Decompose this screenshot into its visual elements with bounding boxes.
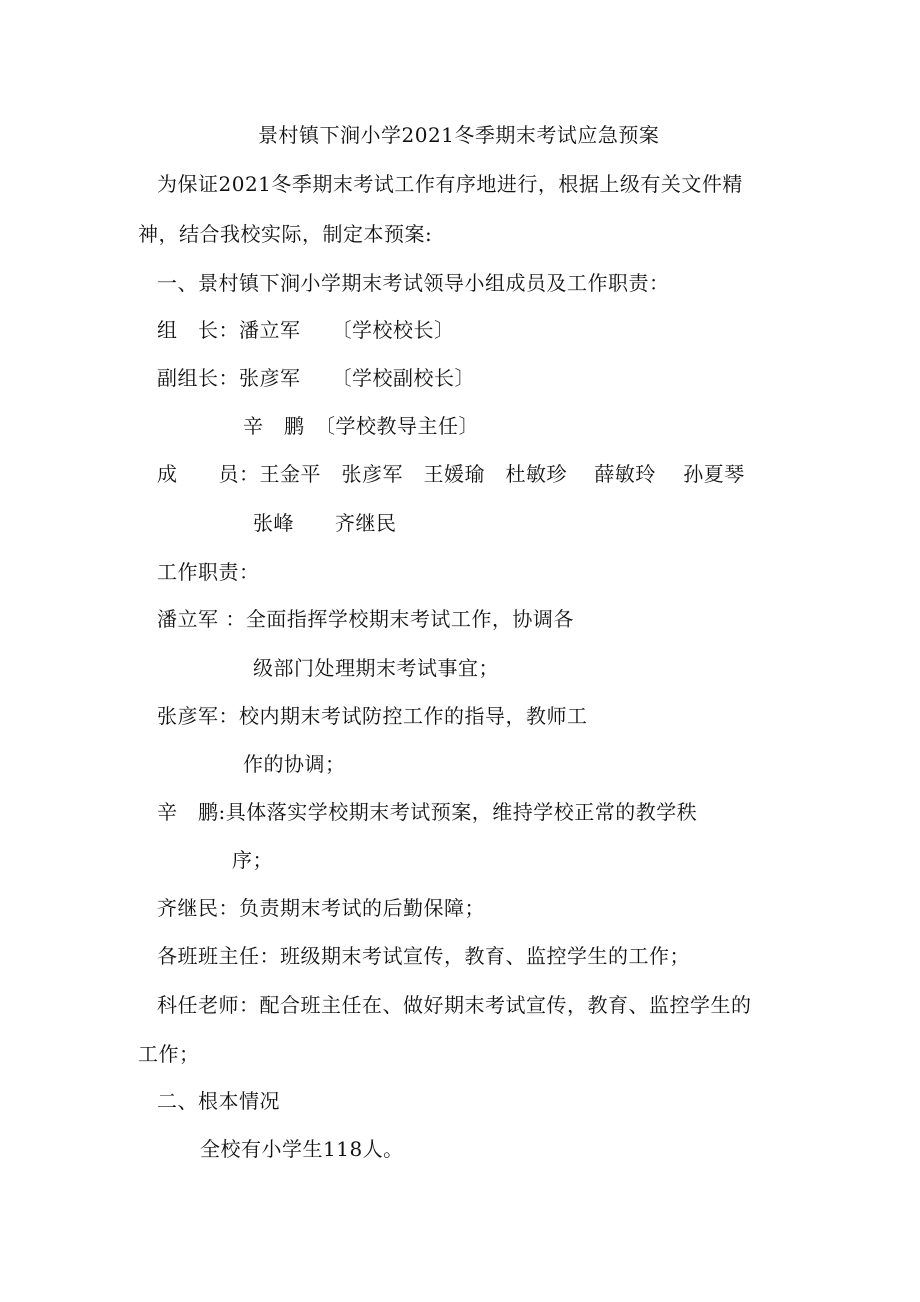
document-title: 景村镇下涧小学2021冬季期末考试应急预案	[258, 123, 660, 147]
members-line-1: 成 员：王金平 张彦军 王媛瑜 杜敏珍 薛敏玲 孙夏琴	[157, 462, 745, 486]
duty-class-teacher-line: 各班班主任：班级期末考试宣传，教育、监控学生的工作；	[157, 944, 690, 968]
leader-line: 组 长：潘立军 〔学校校长〕	[157, 318, 455, 342]
duty-qi-line: 齐继民：负责期末考试的后勤保障；	[157, 896, 485, 920]
section1-heading: 一、景村镇下涧小学期末考试领导小组成员及工作职责：	[157, 271, 670, 295]
duty-xin-line-1: 辛 鹏:具体落实学校期末考试预案，维持学校正常的教学秩	[157, 800, 698, 824]
duty-zhang-line-2: 作的协调；	[243, 752, 346, 776]
intro-line-2: 神，结合我校实际，制定本预案:	[138, 222, 433, 246]
members-line-2: 张峰 齐继民	[253, 511, 397, 535]
deputy-2-line: 辛 鹏 〔学校教导主任〕	[243, 414, 479, 438]
students-line: 全校有小学生118人。	[200, 1137, 404, 1161]
duty-subject-teacher-line-1: 科任老师：配合班主任在、做好期末考试宣传，教育、监控学生的	[157, 993, 752, 1017]
section2-heading: 二、根本情况	[157, 1089, 280, 1113]
duty-pan-line-2: 级部门处理期末考试事宜；	[253, 656, 499, 680]
deputy-line: 副组长：张彦军 〔学校副校长〕	[157, 366, 475, 390]
duty-zhang-line-1: 张彦军：校内期末考试防控工作的指导，教师工	[157, 704, 588, 728]
duty-xin-line-2: 序；	[232, 848, 273, 872]
duty-pan-line-1: 潘立军 ：全面指挥学校期末考试工作，协调各	[157, 607, 574, 631]
intro-line-1: 为保证2021冬季期末考试工作有序地进行，根据上级有关文件精	[157, 172, 743, 196]
duties-heading: 工作职责：	[157, 560, 260, 584]
duty-subject-teacher-line-2: 工作；	[138, 1042, 200, 1066]
